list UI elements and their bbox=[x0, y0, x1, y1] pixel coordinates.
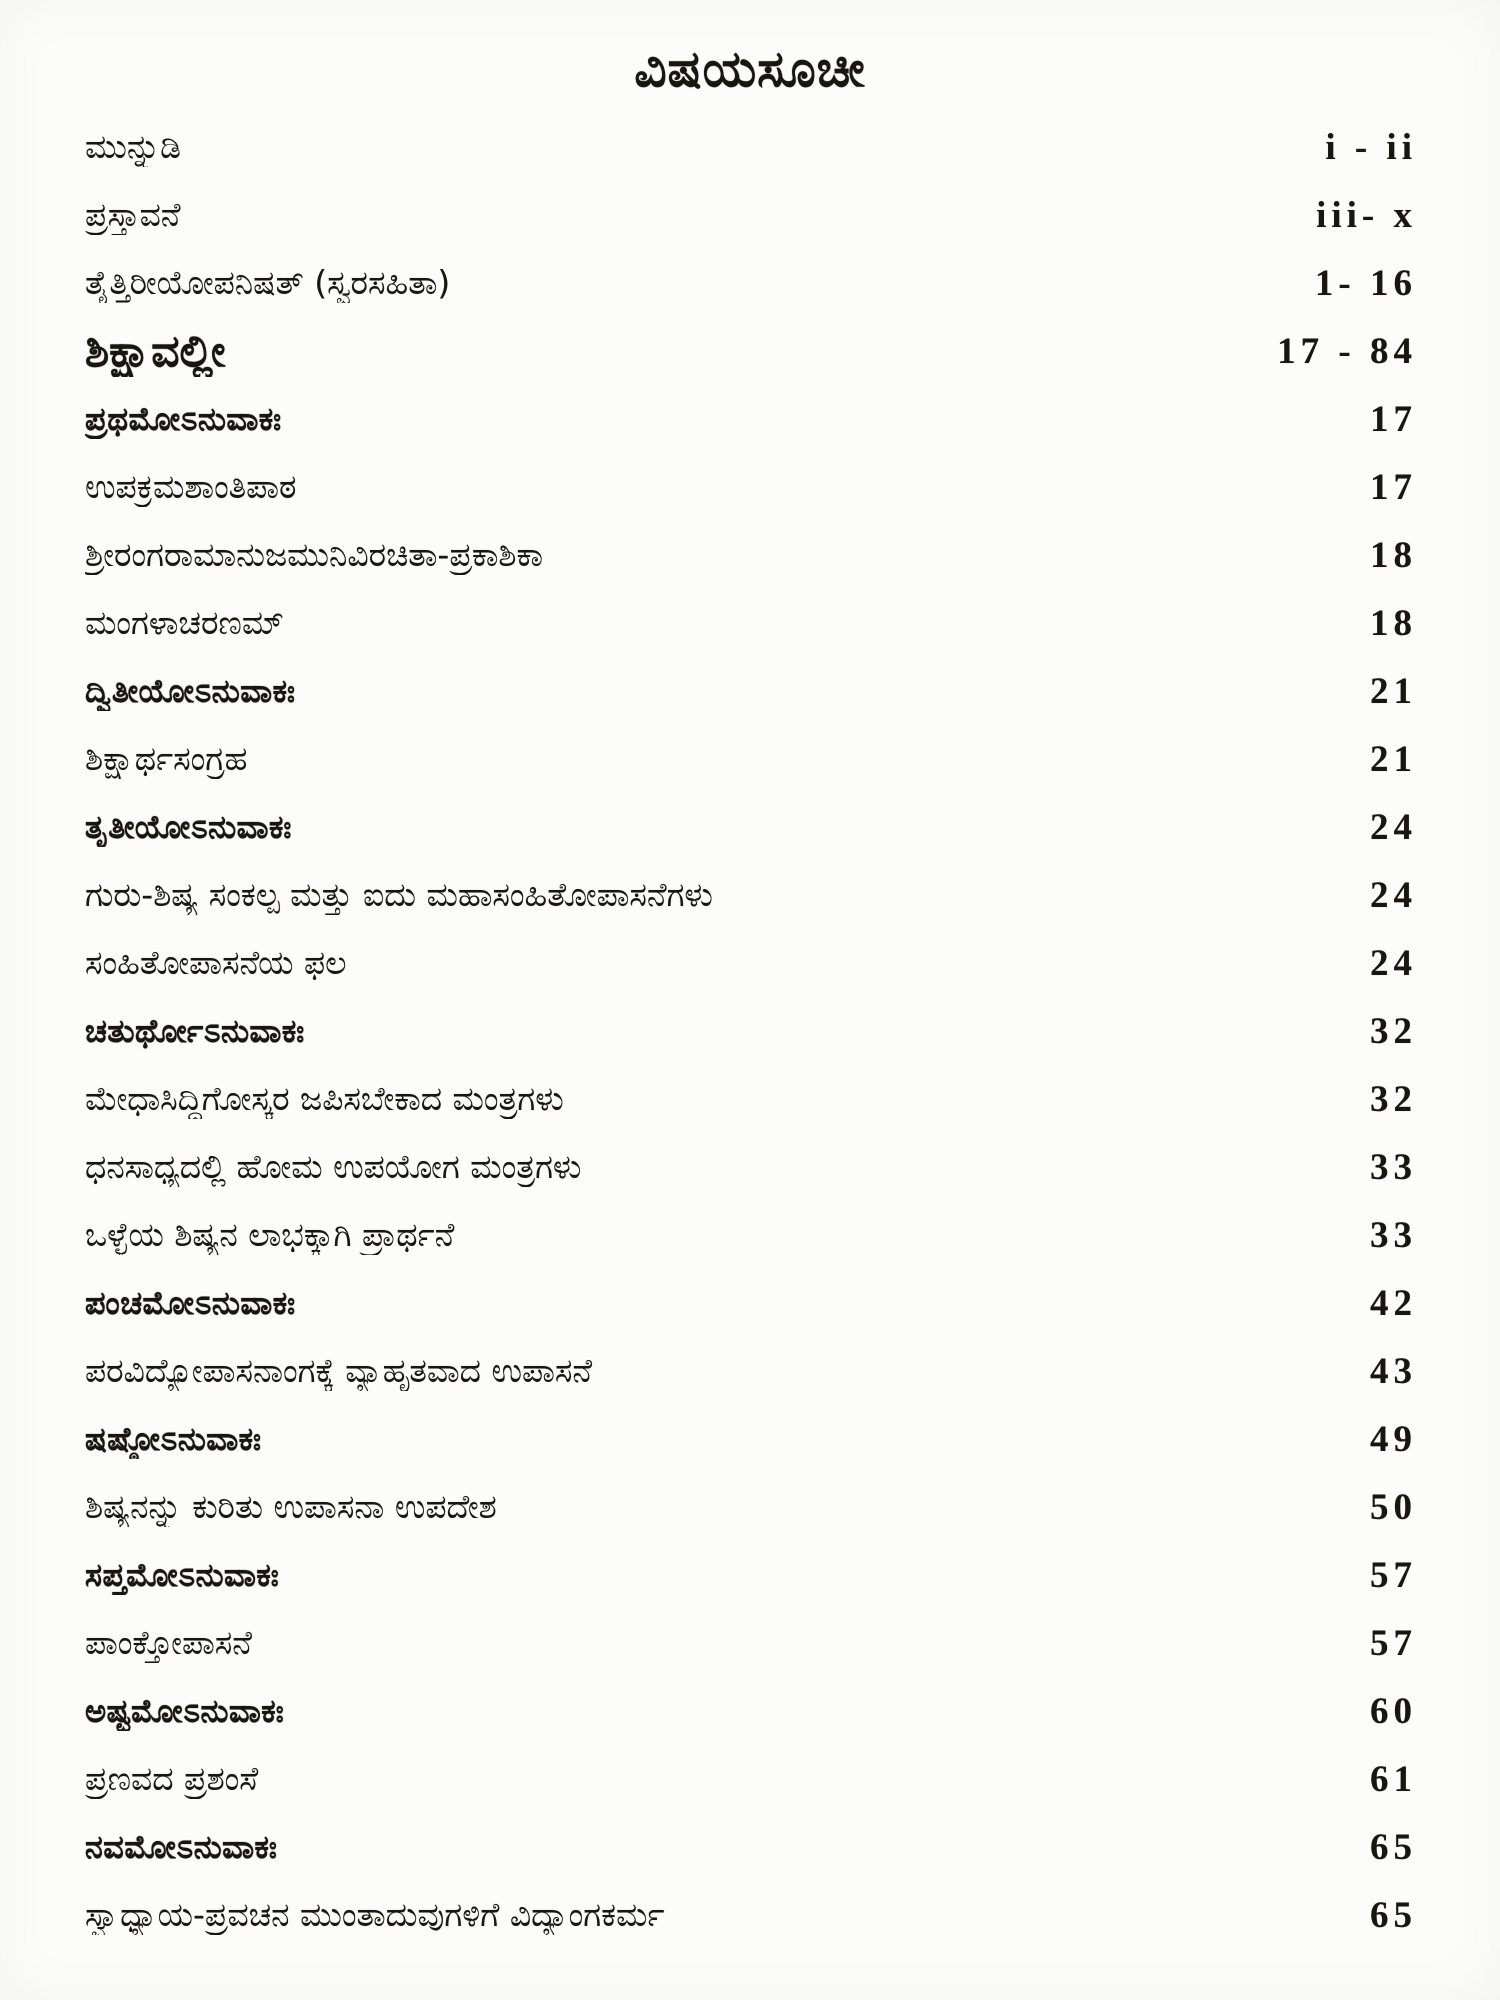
toc-entry-title: ಶ್ರೀರಂಗರಾಮಾನುಜಮುನಿವಿರಚಿತಾ-ಪ್ರಕಾಶಿಕಾ bbox=[85, 535, 544, 574]
toc-entry-title: ಸಂಹಿತೋಪಾಸನೆಯ ಫಲ bbox=[85, 943, 347, 982]
toc-row bbox=[0, 1881, 1500, 1949]
toc-entry-page: 57 bbox=[1370, 1554, 1417, 1596]
toc-entry-title: ಧನಸಾಧ್ಯದಲ್ಲಿ ಹೋಮ ಉಪಯೋಗ ಮಂತ್ರಗಳು bbox=[85, 1147, 582, 1186]
toc-row bbox=[0, 793, 1500, 861]
toc-entry-title: ಪಾಂಕ್ತೋಪಾಸನೆ bbox=[85, 1623, 252, 1662]
toc-entry-page: 33 bbox=[1370, 1146, 1417, 1188]
toc-entry-page: 24 bbox=[1370, 806, 1417, 848]
toc-entry-page: 32 bbox=[1370, 1010, 1417, 1052]
toc-entry-page: 42 bbox=[1370, 1282, 1417, 1324]
toc-entry-page: 61 bbox=[1370, 1758, 1417, 1800]
toc-row bbox=[0, 1201, 1500, 1269]
toc-entry-title: ಪ್ರಥಮೋಽನುವಾಕಃ bbox=[85, 399, 282, 438]
toc-entry-title: ಗುರು-ಶಿಷ್ಯ ಸಂಕಲ್ಪ ಮತ್ತು ಐದು ಮಹಾಸಂಹಿತೋಪಾಸನೆಗಳು bbox=[85, 875, 713, 914]
toc-row bbox=[0, 657, 1500, 725]
toc-entry-title: ಚತುರ್ಥೋಽನುವಾಕಃ bbox=[85, 1011, 305, 1050]
toc-entry-page: 1- 16 bbox=[1314, 262, 1417, 304]
toc-entry-page: 18 bbox=[1370, 602, 1417, 644]
toc-row bbox=[0, 1813, 1500, 1881]
toc-row bbox=[0, 1609, 1500, 1677]
toc-entry-title: ಒಳ್ಳೆಯ ಶಿಷ್ಯನ ಲಾಭಕ್ಕಾಗಿ ಪ್ರಾರ್ಥನೆ bbox=[85, 1215, 455, 1254]
toc-row bbox=[0, 1541, 1500, 1609]
toc-entry-title: ಶಿಕ್ಷಾರ್ಥಸಂಗ್ರಹ bbox=[85, 739, 248, 778]
toc-entry-title: ಶಿಕ್ಷಾವಲ್ಲೀ bbox=[85, 325, 226, 377]
toc-entry-title: ಪರವಿದ್ಯೋಪಾಸನಾಂಗಕ್ಕೆ ವ್ಯಾಹೃತವಾದ ಉಪಾಸನೆ bbox=[85, 1351, 593, 1390]
toc-row bbox=[0, 249, 1500, 317]
toc-entry-page: 17 - 84 bbox=[1277, 330, 1417, 372]
toc-row bbox=[0, 1473, 1500, 1541]
toc-entry-title: ದ್ವಿತೀಯೋಽನುವಾಕಃ bbox=[85, 671, 296, 710]
toc-entry-page: 18 bbox=[1370, 534, 1417, 576]
toc-entry-title: ತೃತೀಯೋಽನುವಾಕಃ bbox=[85, 807, 292, 846]
toc-row bbox=[0, 589, 1500, 657]
toc-entry-page: 60 bbox=[1370, 1690, 1417, 1732]
toc-entry-page: 24 bbox=[1370, 874, 1417, 916]
toc-entry-page: 33 bbox=[1370, 1214, 1417, 1256]
toc-row bbox=[0, 317, 1500, 385]
toc-row bbox=[0, 1065, 1500, 1133]
toc-row bbox=[0, 929, 1500, 997]
toc-entry-title: ಪಂಚಮೋಽನುವಾಕಃ bbox=[85, 1283, 296, 1322]
toc-entry-page: 21 bbox=[1370, 738, 1417, 780]
toc-entry-page: 50 bbox=[1370, 1486, 1417, 1528]
toc-entry-page: 21 bbox=[1370, 670, 1417, 712]
toc-entry-title: ಸಪ್ತಮೋಽನುವಾಕಃ bbox=[85, 1555, 280, 1594]
toc-row bbox=[0, 1677, 1500, 1745]
toc-entry-title: ಪ್ರಸ್ತಾವನೆ bbox=[85, 195, 181, 234]
toc-row bbox=[0, 1337, 1500, 1405]
toc-entry-title: ಶಿಷ್ಯನನ್ನು ಕುರಿತು ಉಪಾಸನಾ ಉಪದೇಶ bbox=[85, 1487, 497, 1526]
toc-row bbox=[0, 385, 1500, 453]
toc-entry-page: 32 bbox=[1370, 1078, 1417, 1120]
toc-row bbox=[0, 997, 1500, 1065]
toc-row bbox=[0, 453, 1500, 521]
toc-entry-title: ಉಪಕ್ರಮಶಾಂತಿಪಾಠ bbox=[85, 467, 297, 506]
toc-row bbox=[0, 113, 1500, 181]
toc-entry-title: ನವಮೋಽನುವಾಕಃ bbox=[85, 1827, 278, 1866]
toc-row bbox=[0, 861, 1500, 929]
toc-entry-title: ಮಂಗಳಾಚರಣಮ್ bbox=[85, 603, 284, 642]
toc-entry-page: 17 bbox=[1370, 466, 1417, 508]
toc-row bbox=[0, 521, 1500, 589]
toc-entry-page: i - ii bbox=[1325, 126, 1417, 168]
toc-entry-page: 43 bbox=[1370, 1350, 1417, 1392]
toc-entry-page: 24 bbox=[1370, 942, 1417, 984]
toc-entry-page: 49 bbox=[1370, 1418, 1417, 1460]
toc-entry-page: iii- x bbox=[1316, 194, 1417, 236]
toc-row bbox=[0, 1405, 1500, 1473]
toc-entry-title: ಮೇಧಾಸಿದ್ಧಿಗೋಸ್ಕರ ಜಪಿಸಬೇಕಾದ ಮಂತ್ರಗಳು bbox=[85, 1079, 564, 1118]
toc-entry-title: ಅಷ್ಟಮೋಽನುವಾಕಃ bbox=[85, 1691, 285, 1730]
toc-row bbox=[0, 1745, 1500, 1813]
toc-entry-page: 65 bbox=[1370, 1894, 1417, 1936]
toc-row bbox=[0, 1269, 1500, 1337]
page-title: ವಿಷಯಸೂಚೀ bbox=[634, 40, 866, 98]
toc-row bbox=[0, 725, 1500, 793]
toc-entry-title: ಷಷ್ಠೋಽನುವಾಕಃ bbox=[85, 1419, 262, 1458]
toc-entry-page: 17 bbox=[1370, 398, 1417, 440]
toc-entry-page: 57 bbox=[1370, 1622, 1417, 1664]
toc-row bbox=[0, 181, 1500, 249]
toc-entry-page: 65 bbox=[1370, 1826, 1417, 1868]
toc-entry-title: ತೈತ್ತಿರೀಯೋಪನಿಷತ್ (ಸ್ವರಸಹಿತಾ) bbox=[85, 263, 451, 302]
toc-entry-title: ಸ್ವಾಧ್ಯಾಯ-ಪ್ರವಚನ ಮುಂತಾದುವುಗಳಿಗೆ ವಿದ್ಯಾಂಗಕರ್ಮ bbox=[85, 1895, 665, 1934]
toc-entry-title: ಮುನ್ನುಡಿ bbox=[85, 127, 181, 166]
toc-list bbox=[0, 113, 1500, 1949]
toc-entry-title: ಪ್ರಣವದ ಪ್ರಶಂಸೆ bbox=[85, 1759, 259, 1798]
toc-row bbox=[0, 1133, 1500, 1201]
